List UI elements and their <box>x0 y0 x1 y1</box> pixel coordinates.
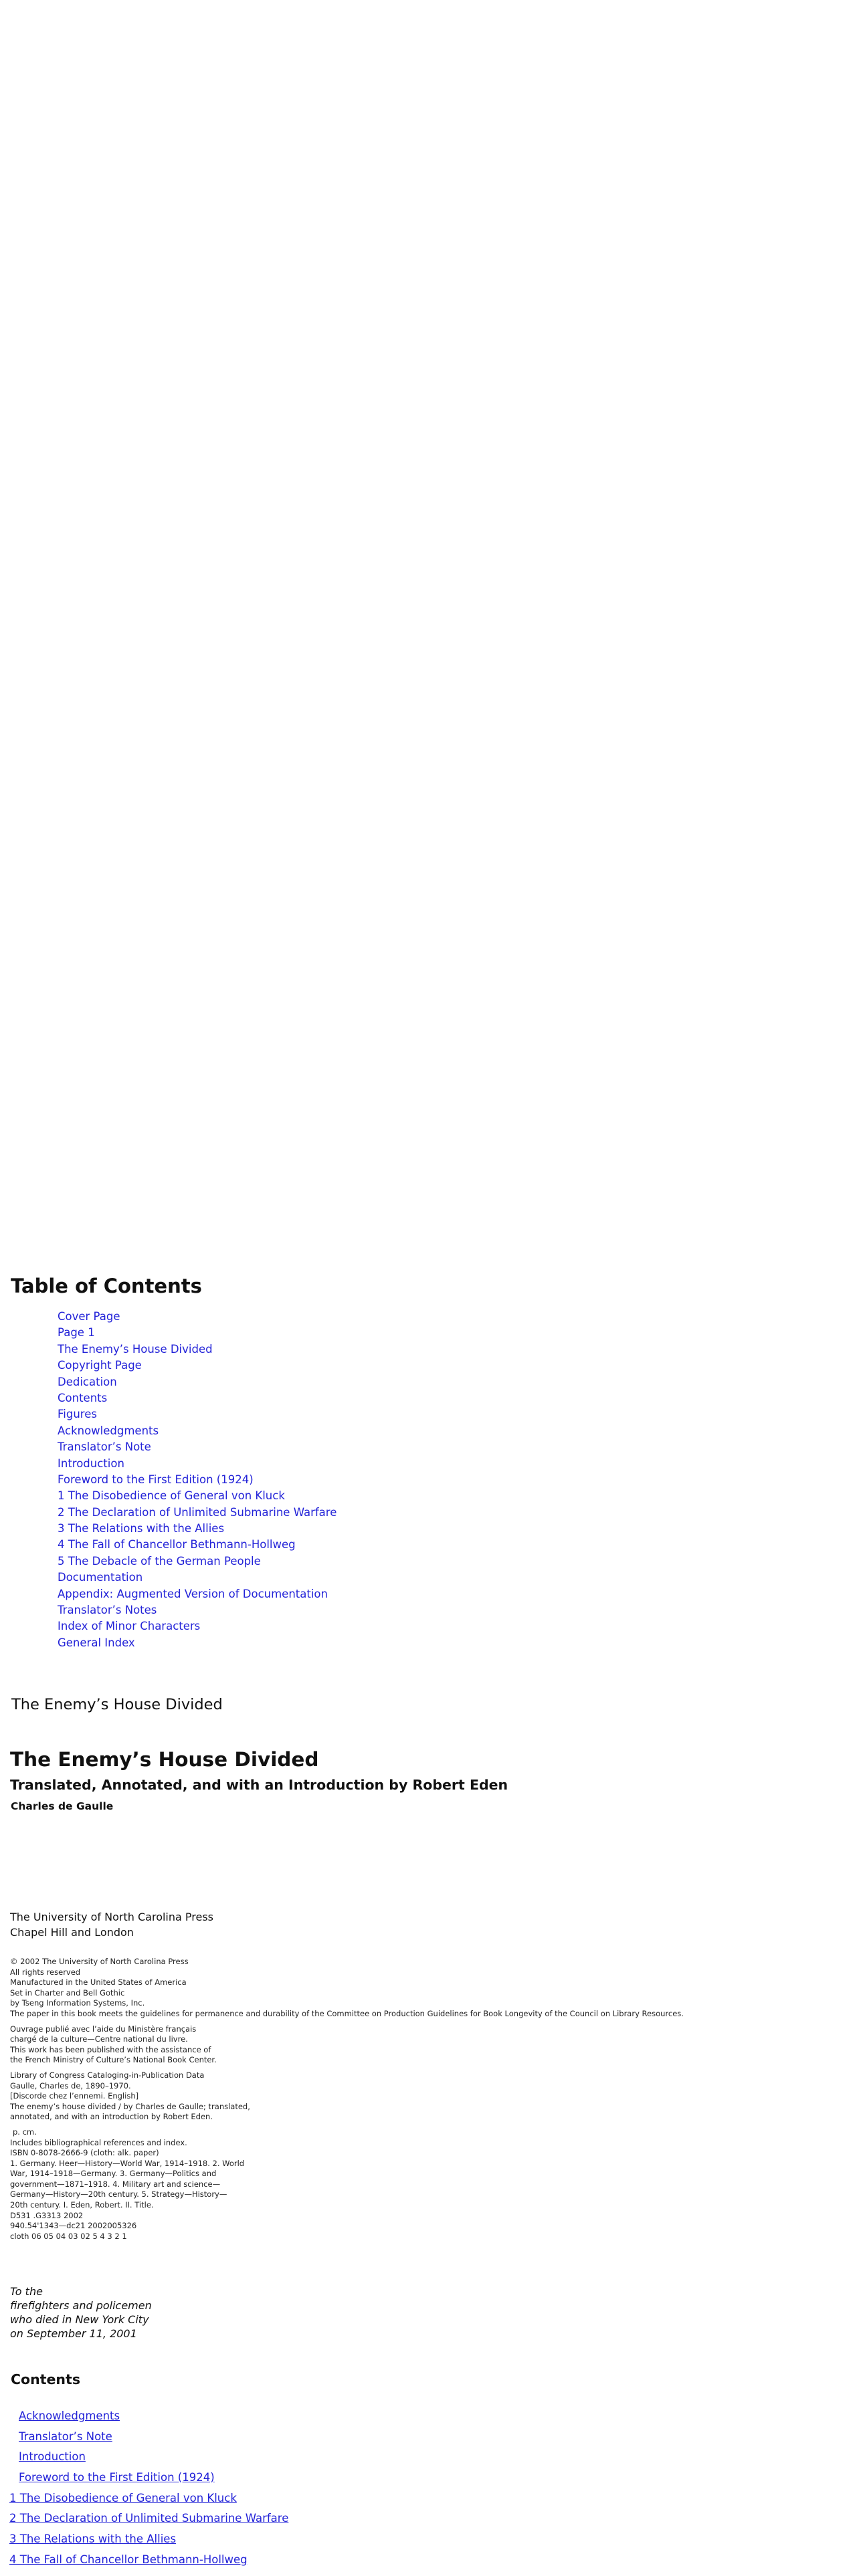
toc-link-dedication[interactable]: Dedication <box>58 1375 117 1388</box>
copyright-block <box>10 1957 684 2242</box>
dedication <box>10 2284 152 2341</box>
copyright-line: by Tseng Information Systems, Inc. <box>10 1998 145 2008</box>
contents-item <box>0 2406 288 2427</box>
toc-link-chapter-4[interactable]: 4 The Fall of Chancellor Bethmann-Hollweg <box>58 1538 296 1551</box>
toc-link-translators-notes[interactable]: Translator’s Notes <box>58 1604 157 1617</box>
toc-item <box>58 1602 337 1618</box>
toc-link-figures[interactable]: Figures <box>58 1408 97 1421</box>
toc-link-introduction[interactable]: Introduction <box>58 1457 124 1470</box>
toc-item <box>58 1505 337 1521</box>
toc-item <box>58 1325 337 1341</box>
toc-item <box>58 1358 337 1374</box>
copyright-line: government—1871–1918. 4. Military art and science— <box>10 2179 221 2189</box>
toc-item <box>58 1586 337 1602</box>
copyright-line: 940.54'1343—dc21 2002005326 <box>10 2221 137 2231</box>
toc-item <box>58 1488 337 1504</box>
toc-link-chapter-2[interactable]: 2 The Declaration of Unlimited Submarine Warfare <box>58 1505 337 1519</box>
toc-item <box>58 1553 337 1570</box>
copyright-line: This work has been published with the assistance of <box>10 2044 211 2054</box>
contents-link-chapter-1[interactable]: 1 The Disobedience of General von Kluck <box>9 2491 237 2504</box>
contents-link-introduction[interactable]: Introduction <box>19 2450 86 2464</box>
copyright-line: ISBN 0-8078-2666-9 (cloth: alk. paper) <box>10 2148 159 2158</box>
toc-link-copyright[interactable]: Copyright Page <box>58 1359 142 1372</box>
toc-link-half-title[interactable]: The Enemy’s House Divided <box>58 1342 213 1356</box>
contents-link-acknowledgments[interactable]: Acknowledgments <box>19 2409 120 2422</box>
dedication-line: To the <box>10 2285 43 2298</box>
toc-item <box>58 1618 337 1634</box>
contents-link-chapter-4[interactable]: 4 The Fall of Chancellor Bethmann-Hollweg <box>9 2553 248 2566</box>
copyright-line: the French Ministry of Culture’s National Book Center. <box>10 2055 217 2065</box>
toc-link-page-1[interactable]: Page 1 <box>58 1326 95 1339</box>
book-author: Charles de Gaulle <box>11 1800 114 1812</box>
contents-item <box>0 2468 288 2488</box>
contents-list <box>0 2406 288 2571</box>
toc-link-general-index[interactable]: General Index <box>58 1636 135 1649</box>
toc-link-cover-page[interactable]: Cover Page <box>58 1310 120 1323</box>
contents-item <box>0 2488 288 2509</box>
copyright-line: D531 .G3313 2002 <box>10 2210 84 2220</box>
copyright-line: Set in Charter and Bell Gothic <box>10 1988 125 1998</box>
dedication-line: firefighters and policemen <box>10 2299 152 2312</box>
copyright-line: The enemy’s house divided / by Charles de Gaulle; translated, <box>10 2101 250 2111</box>
book-title: The Enemy’s House Divided <box>10 1748 319 1771</box>
contents-heading: Contents <box>11 2371 81 2387</box>
toc-item <box>58 1439 337 1455</box>
contents-item <box>0 2427 288 2448</box>
half-title: The Enemy’s House Divided <box>11 1696 223 1713</box>
publisher-name: The University of North Carolina Press <box>10 1911 214 1923</box>
toc-item <box>58 1309 337 1325</box>
contents-item <box>0 2508 288 2529</box>
copyright-line: chargé de la culture—Centre national du livre. <box>10 2034 188 2044</box>
toc-item <box>58 1456 337 1472</box>
toc-link-index-minor-characters[interactable]: Index of Minor Characters <box>58 1620 201 1633</box>
copyright-line: 1. Germany. Heer—History—World War, 1914–1918. 2. World <box>10 2158 245 2168</box>
publisher-block <box>10 1909 213 1940</box>
copyright-line: Includes bibliographical references and index. <box>10 2137 187 2147</box>
toc-item <box>58 1472 337 1488</box>
copyright-line: Germany—History—20th century. 5. Strategy—History— <box>10 2189 227 2199</box>
contents-item <box>0 2447 288 2468</box>
toc-link-translators-note[interactable]: Translator’s Note <box>58 1440 151 1454</box>
copyright-line: annotated, and with an introduction by Robert Eden. <box>10 2112 213 2122</box>
copyright-line: [Discorde chez l’ennemi. English] <box>10 2091 139 2101</box>
toc-item <box>58 1635 337 1651</box>
toc-link-chapter-3[interactable]: 3 The Relations with the Allies <box>58 1522 225 1535</box>
dedication-line: on September 11, 2001 <box>10 2327 137 2340</box>
toc-item <box>58 1341 337 1358</box>
toc-heading: Table of Contents <box>11 1275 202 1297</box>
cover-image-area <box>0 0 859 1271</box>
copyright-line: The paper in this book meets the guidelines for permanence and durability of the Committee on Production Guidelines for Book Longevity of the Council on Library Resources. <box>10 2008 684 2018</box>
toc-item <box>58 1374 337 1390</box>
toc-link-foreword[interactable]: Foreword to the First Edition (1924) <box>58 1473 254 1486</box>
contents-link-chapter-3[interactable]: 3 The Relations with the Allies <box>9 2533 177 2546</box>
copyright-line: cloth 06 05 04 03 02 5 4 3 2 1 <box>10 2231 127 2241</box>
publisher-location: Chapel Hill and London <box>10 1926 134 1939</box>
copyright-line: © 2002 The University of North Carolina Press <box>10 1957 189 1966</box>
toc-link-documentation[interactable]: Documentation <box>58 1571 143 1584</box>
toc-link-chapter-5[interactable]: 5 The Debacle of the German People <box>58 1554 261 1568</box>
toc-link-appendix[interactable]: Appendix: Augmented Version of Documentation <box>58 1587 328 1600</box>
contents-link-chapter-2[interactable]: 2 The Declaration of Unlimited Submarine Warfare <box>9 2512 289 2525</box>
contents-item <box>0 2550 288 2571</box>
toc-item <box>58 1521 337 1537</box>
copyright-line: p. cm. <box>13 2127 37 2137</box>
copyright-line: All rights reserved <box>10 1967 81 1977</box>
toc-item <box>58 1423 337 1439</box>
copyright-line: Gaulle, Charles de, 1890–1970. <box>10 2080 131 2090</box>
toc-item <box>58 1390 337 1406</box>
copyright-line: Ouvrage publié avec l’aide du Ministère français <box>10 2024 197 2034</box>
toc-item <box>58 1570 337 1586</box>
contents-link-translators-note[interactable]: Translator’s Note <box>19 2430 112 2443</box>
copyright-line: Library of Congress Cataloging-in-Publication Data <box>10 2070 205 2080</box>
copyright-line: War, 1914–1918—Germany. 3. Germany—Politics and <box>10 2169 217 2179</box>
toc-item <box>58 1537 337 1553</box>
contents-link-foreword[interactable]: Foreword to the First Edition (1924) <box>19 2471 215 2484</box>
book-subtitle: Translated, Annotated, and with an Introduction by Robert Eden <box>10 1777 508 1793</box>
toc-list <box>58 1309 337 1651</box>
dedication-line: who died in New York City <box>10 2313 149 2326</box>
toc-link-chapter-1[interactable]: 1 The Disobedience of General von Kluck <box>58 1489 285 1503</box>
toc-link-acknowledgments[interactable]: Acknowledgments <box>58 1424 159 1437</box>
toc-item <box>58 1406 337 1422</box>
toc-link-contents[interactable]: Contents <box>58 1391 108 1404</box>
copyright-line: 20th century. I. Eden, Robert. II. Title. <box>10 2200 154 2210</box>
copyright-line: Manufactured in the United States of America <box>10 1977 187 1988</box>
contents-item <box>0 2529 288 2550</box>
